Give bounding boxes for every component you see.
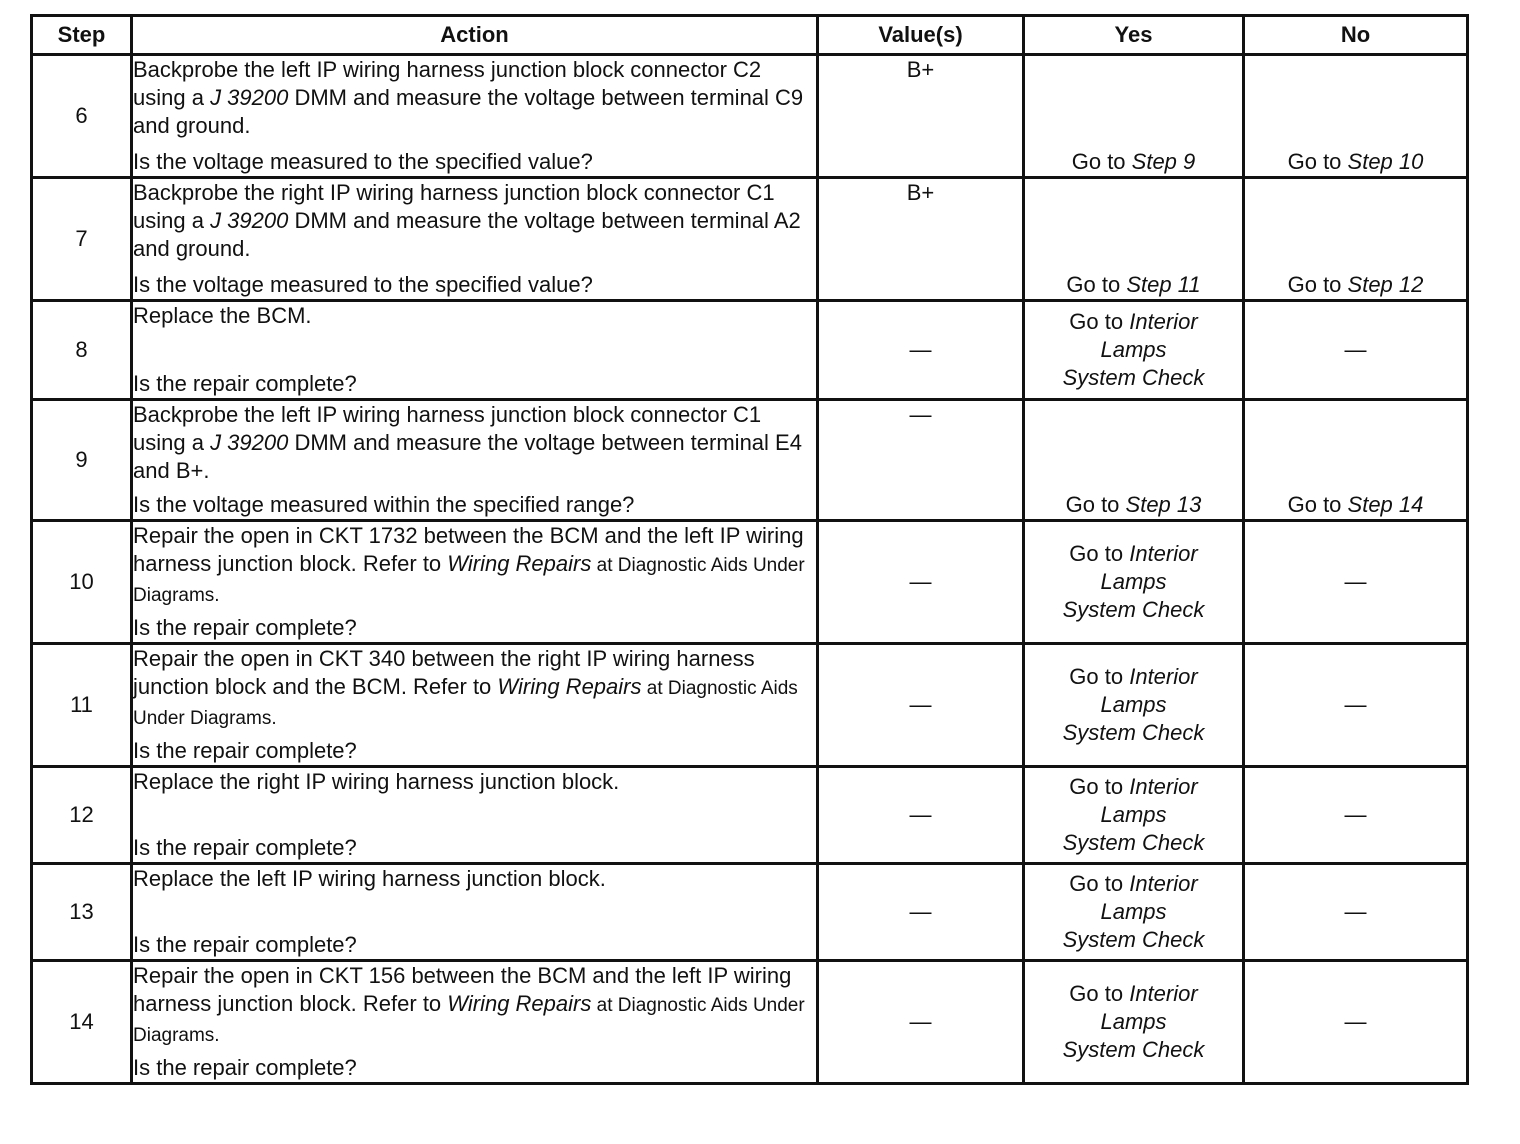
- step-number: 10: [32, 521, 132, 644]
- step-number: 6: [32, 55, 132, 178]
- step-number: 8: [32, 301, 132, 400]
- tool-reference: J 39200: [210, 208, 289, 233]
- header-step: Step: [32, 16, 132, 55]
- action-instruction: Backprobe the left IP wiring harness junction block connector C1 using a J 39200 DMM and measure the voltage between terminal E4 and B+.: [133, 402, 802, 483]
- value-cell: —: [818, 961, 1024, 1084]
- no-cell: —: [1244, 521, 1468, 644]
- yes-cell[interactable]: Go to Step 11: [1024, 178, 1244, 301]
- action-cell: [132, 178, 818, 301]
- action-question: Is the repair complete?: [133, 615, 357, 640]
- value-cell: B+: [818, 178, 1024, 301]
- wiring-repairs-reference: Wiring Repairs: [497, 674, 642, 699]
- action-question: Is the repair complete?: [133, 1055, 357, 1080]
- no-cell: —: [1244, 301, 1468, 400]
- yes-cell[interactable]: Go to Interior Lamps System Check: [1024, 644, 1244, 767]
- step-number: 12: [32, 767, 132, 864]
- value-cell: —: [818, 767, 1024, 864]
- no-cell[interactable]: Go to Step 12: [1244, 178, 1468, 301]
- no-cell: —: [1244, 961, 1468, 1084]
- value-cell: B+: [818, 55, 1024, 178]
- header-no: No: [1244, 16, 1468, 55]
- action-instruction: Repair the open in CKT 340 between the right IP wiring harness junction block and the BCM. Refer to Wiring Repairs at Diagnostic Aids Under Diagrams.: [133, 646, 798, 729]
- action-cell: [132, 767, 818, 864]
- wiring-repairs-reference: Wiring Repairs: [447, 991, 592, 1016]
- step-number: 9: [32, 400, 132, 521]
- tool-reference: J 39200: [210, 85, 289, 110]
- value-cell: —: [818, 400, 1024, 521]
- table-row: [32, 400, 1468, 521]
- action-cell: [132, 400, 818, 521]
- no-cell: —: [1244, 767, 1468, 864]
- action-instruction: Replace the BCM.: [133, 303, 312, 328]
- header-action: Action: [132, 16, 818, 55]
- no-cell: —: [1244, 864, 1468, 961]
- value-cell: —: [818, 864, 1024, 961]
- table-row: [32, 644, 1468, 767]
- action-cell: [132, 644, 818, 767]
- table-row: [32, 521, 1468, 644]
- action-instruction: Repair the open in CKT 156 between the BCM and the left IP wiring harness junction block. Refer to Wiring Repairs at Diagnostic Aids Under Diagrams.: [133, 963, 805, 1046]
- value-cell: —: [818, 301, 1024, 400]
- action-instruction: Backprobe the left IP wiring harness junction block connector C2 using a J 39200 DMM and measure the voltage between terminal C9 and ground.: [133, 57, 804, 138]
- action-question: Is the repair complete?: [133, 738, 357, 763]
- action-instruction: Replace the right IP wiring harness junction block.: [133, 769, 620, 794]
- table-row: [32, 55, 1468, 178]
- step-number: 11: [32, 644, 132, 767]
- header-values: Value(s): [818, 16, 1024, 55]
- action-cell: [132, 521, 818, 644]
- action-question: Is the voltage measured to the specified value?: [133, 272, 593, 297]
- action-question: Is the voltage measured within the specified range?: [133, 492, 635, 517]
- action-question: Is the voltage measured to the specified value?: [133, 149, 593, 174]
- action-question: Is the repair complete?: [133, 371, 357, 396]
- action-question: Is the repair complete?: [133, 932, 357, 957]
- tool-reference: J 39200: [210, 430, 289, 455]
- no-cell[interactable]: Go to Step 10: [1244, 55, 1468, 178]
- step-number: 7: [32, 178, 132, 301]
- header-row: [32, 16, 1468, 55]
- yes-cell[interactable]: Go to Interior Lamps System Check: [1024, 961, 1244, 1084]
- action-instruction: Replace the left IP wiring harness junction block.: [133, 866, 606, 891]
- wiring-repairs-reference: Wiring Repairs: [447, 551, 592, 576]
- yes-cell[interactable]: Go to Step 13: [1024, 400, 1244, 521]
- yes-cell[interactable]: Go to Interior Lamps System Check: [1024, 301, 1244, 400]
- step-number: 14: [32, 961, 132, 1084]
- diagnostic-table-sheet: [30, 14, 1466, 1085]
- table-row: [32, 178, 1468, 301]
- table-row: [32, 767, 1468, 864]
- action-cell: [132, 864, 818, 961]
- table-row: [32, 961, 1468, 1084]
- action-question: Is the repair complete?: [133, 835, 357, 860]
- yes-cell[interactable]: Go to Interior Lamps System Check: [1024, 521, 1244, 644]
- no-cell: —: [1244, 644, 1468, 767]
- diagnostic-table: [30, 14, 1469, 1085]
- table-row: [32, 864, 1468, 961]
- value-cell: —: [818, 521, 1024, 644]
- no-cell[interactable]: Go to Step 14: [1244, 400, 1468, 521]
- action-cell: [132, 301, 818, 400]
- yes-cell[interactable]: Go to Interior Lamps System Check: [1024, 767, 1244, 864]
- table-row: [32, 301, 1468, 400]
- yes-cell[interactable]: Go to Step 9: [1024, 55, 1244, 178]
- action-cell: [132, 961, 818, 1084]
- action-instruction: Backprobe the right IP wiring harness junction block connector C1 using a J 39200 DMM and measure the voltage between terminal A2 and ground.: [133, 180, 801, 261]
- header-yes: Yes: [1024, 16, 1244, 55]
- yes-cell[interactable]: Go to Interior Lamps System Check: [1024, 864, 1244, 961]
- step-number: 13: [32, 864, 132, 961]
- action-cell: [132, 55, 818, 178]
- action-instruction: Repair the open in CKT 1732 between the BCM and the left IP wiring harness junction block. Refer to Wiring Repairs at Diagnostic Aids Under Diagrams.: [133, 523, 805, 606]
- value-cell: —: [818, 644, 1024, 767]
